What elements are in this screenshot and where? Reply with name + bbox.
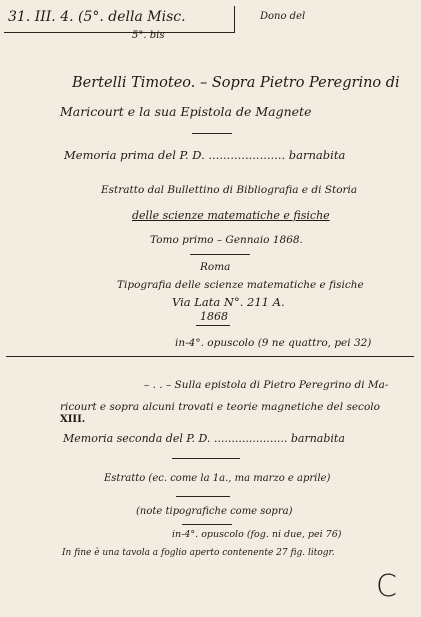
divider (172, 458, 240, 459)
part2-line-2: ricourt e sopra alcuni trovati e teorie magnetiche del secolo (60, 401, 380, 413)
divider (176, 496, 230, 497)
part2-line-1: – . . – Sulla epistola di Pietro Peregrino di Ma- (144, 379, 389, 391)
title-line-2: Maricourt e la sua Epistola de Magnete (60, 104, 312, 119)
donation-note: Dono del (260, 11, 306, 22)
section-divider (6, 356, 414, 357)
tomo-line: Tomo primo – Gennaio 1868. (150, 234, 303, 246)
estratto-line-2: delle scienze matematiche e fisiche (132, 209, 330, 222)
divider (192, 133, 232, 134)
shelfmark: 31. III. 4. (5°. della Misc. (8, 9, 186, 25)
divider (182, 524, 232, 525)
estratto-seconda: Estratto (ec. come la 1a., ma marzo e aprile) (104, 473, 331, 484)
shelfmark-suffix: 5°. bis (132, 30, 165, 41)
corner-mark: C (376, 569, 397, 604)
format-line-1: in-4°. opuscolo (9 ne quattro, pei 32) (175, 337, 372, 349)
divider (196, 325, 230, 326)
divider (190, 254, 250, 255)
note-tipografiche: (note tipografiche come sopra) (136, 506, 293, 517)
format-line-2: in-4°. opuscolo (fog. ni due, pei 76) (172, 529, 342, 540)
tavola-note: In fine è una tavola a foglio aperto contenente 27 fig. litogr. (62, 548, 335, 558)
memoria-seconda: Memoria seconda del P. D. ..................... barnabita (63, 432, 345, 445)
part2-line-3: XIII. (60, 414, 86, 425)
place: Roma (200, 261, 231, 273)
title-line-1: Bertelli Timoteo. – Sopra Pietro Peregrino di (72, 75, 400, 91)
memoria-prima: Memoria prima del P. D. ..................... barnabita (64, 148, 346, 162)
estratto-line-1: Estratto dal Bullettino di Bibliografia e di Storia (101, 184, 358, 196)
address: Via Lata N°. 211 A. (172, 295, 285, 309)
year: 1868 (200, 310, 228, 323)
printer: Tipografia delle scienze matematiche e fisiche (117, 279, 364, 291)
